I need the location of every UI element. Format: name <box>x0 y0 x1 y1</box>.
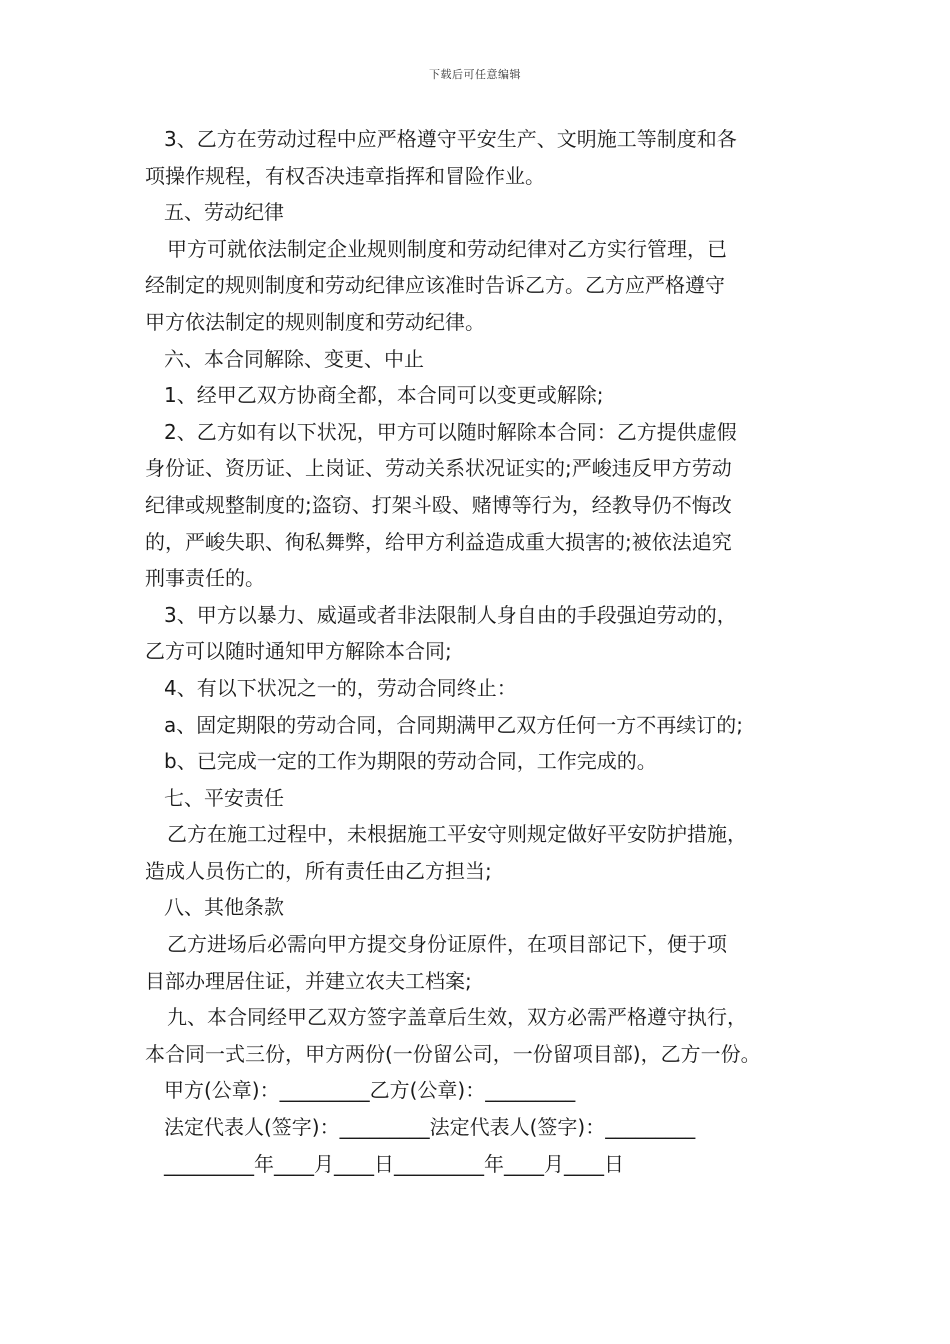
text-line: 八、其他条款 <box>164 895 284 920</box>
text-line: 的，严峻失职、徇私舞弊，给甲方利益造成重大损害的;被依法追究 <box>145 529 732 554</box>
text-line: 2、乙方如有以下状况，甲方可以随时解除本合同：乙方提供虚假 <box>164 419 737 444</box>
text-line: 甲方依法制定的规则制度和劳动纪律。 <box>145 309 485 334</box>
text-line: 乙方在施工过程中，未根据施工平安守则规定做好平安防护措施， <box>167 822 747 847</box>
text-line: 4、有以下状况之一的，劳动合同终止： <box>164 675 517 700</box>
text-line: a、固定期限的劳动合同，合同期满甲乙双方任何一方不再续订的; <box>164 712 743 737</box>
text-line: 乙方进场后必需向甲方提交身份证原件，在项目部记下，便于项 <box>167 932 727 957</box>
signature-date-line: _________年____月____日_________年____月____日 <box>164 1151 624 1176</box>
text-line: 目部办理居住证，并建立农夫工档案; <box>145 968 472 993</box>
text-line: 1、经甲乙双方协商全都，本合同可以变更或解除; <box>164 383 604 408</box>
text-line: 3、甲方以暴力、威逼或者非法限制人身自由的手段强迫劳动的， <box>164 602 737 627</box>
text-line: 七、平安责任 <box>164 785 284 810</box>
text-line: 造成人员伤亡的，所有责任由乙方担当; <box>145 858 492 883</box>
text-line: 3、乙方在劳动过程中应严格遵守平安生产、文明施工等制度和各 <box>164 127 737 151</box>
text-line: 五、劳动纪律 <box>164 200 284 225</box>
text-line: 刑事责任的。 <box>145 566 265 591</box>
text-line: 本合同一式三份，甲方两份(一份留公司，一份留项目部)，乙方一份。 <box>145 1041 761 1066</box>
signature-rep-line: 法定代表人(签字)：_________法定代表人(签字)：_________ <box>164 1115 696 1140</box>
text-line: b、已完成一定的工作为期限的劳动合同，工作完成的。 <box>164 749 657 774</box>
text-line: 甲方可就依法制定企业规则制度和劳动纪律对乙方实行管理，已 <box>167 236 727 261</box>
text-line: 经制定的规则制度和劳动纪律应该准时告诉乙方。乙方应严格遵守 <box>145 273 725 298</box>
text-line: 纪律或规整制度的;盗窃、打架斗殴、赌博等行为，经教导仍不悔改 <box>145 492 732 517</box>
text-line: 乙方可以随时通知甲方解除本合同; <box>145 639 452 664</box>
text-line: 项操作规程，有权否决违章指挥和冒险作业。 <box>145 163 545 188</box>
text-line: 六、本合同解除、变更、中止 <box>164 346 424 371</box>
document-body <box>145 121 825 1182</box>
text-line: 九、本合同经甲乙双方签字盖章后生效，双方必需严格遵守执行， <box>167 1005 747 1030</box>
header-note: 下载后可任意编辑 <box>429 68 521 81</box>
signature-seal-line: 甲方(公章)：_________乙方(公章)：_________ <box>164 1078 576 1103</box>
text-line: 身份证、资历证、上岗证、劳动关系状况证实的;严峻违反甲方劳动 <box>145 456 732 481</box>
